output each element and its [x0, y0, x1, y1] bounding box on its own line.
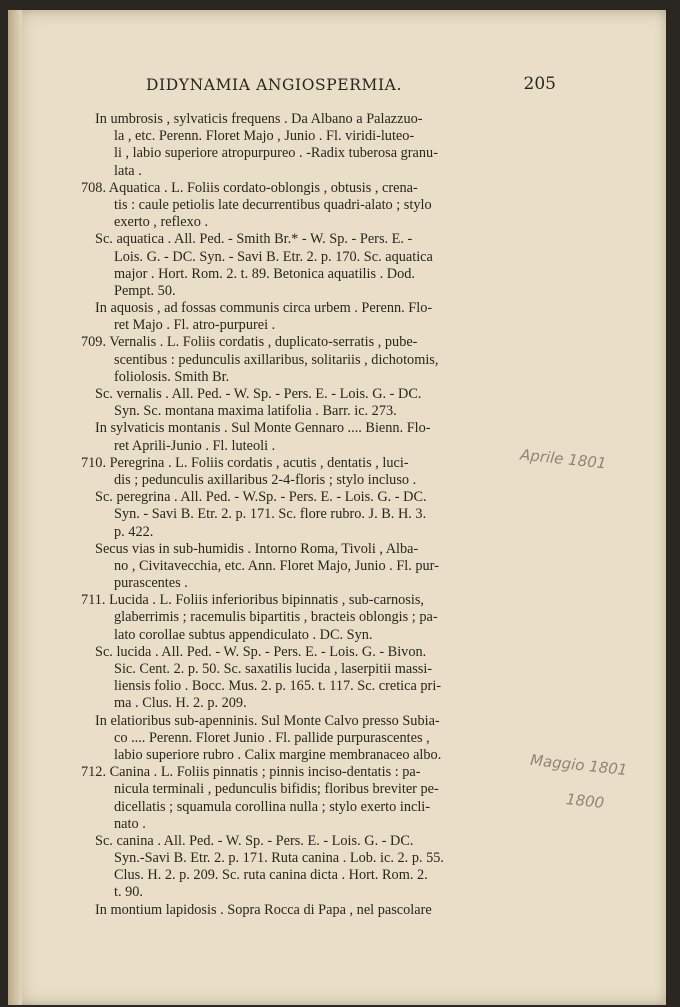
body-text: [73, 111, 538, 919]
text-line: nicula terminali , pedunculis bifidis; floribus breviter pe-: [114, 781, 439, 798]
text-line: Syn. - Savi B. Etr. 2. p. 171. Sc. flore rubro. J. B. H. 3.: [114, 506, 427, 523]
text-line: glaberrimis ; racemulis bipartitis , bracteis oblongis ; pa-: [114, 609, 438, 626]
text-line: 708. Aquatica . L. Foliis cordato-oblongis , obtusis , crena-: [81, 179, 418, 196]
text-line: ret Majo . Fl. atro-purpurei .: [114, 317, 276, 334]
page-number: 205: [523, 74, 556, 94]
text-line: dicellatis ; squamula corollina nulla ; stylo exerto incli-: [114, 798, 431, 815]
text-line: 709. Vernalis . L. Foliis cordatis , duplicato-serratis , pube-: [81, 334, 418, 351]
text-line: 712. Canina . L. Foliis pinnatis ; pinnis inciso-dentatis : pa-: [81, 764, 421, 781]
text-line: major . Hort. Rom. 2. t. 89. Betonica aquatilis . Dod.: [114, 265, 415, 282]
page-gutter: [8, 10, 22, 1005]
text-line: 711. Lucida . L. Foliis inferioribus bipinnatis , sub-carnosis,: [81, 592, 424, 609]
text-line: li , labio superiore atropurpureo . -Radix tuberosa granu-: [114, 145, 438, 162]
book-page: [8, 10, 666, 1005]
page-header: [146, 74, 556, 100]
text-line: Syn.-Savi B. Etr. 2. p. 171. Ruta canina . Lob. ic. 2. p. 55.: [114, 850, 444, 867]
text-line: foliolosis. Smith Br.: [114, 368, 230, 385]
text-line: ret Aprili-Junio . Fl. luteoli .: [114, 437, 276, 454]
text-line: co .... Perenn. Floret Junio . Fl. pallide purpurascentes ,: [114, 729, 430, 746]
text-line: Sc. peregrina . All. Ped. - W.Sp. - Pers. E. - Lois. G. - DC.: [95, 489, 427, 506]
text-line: no , Civitavecchia, etc. Ann. Floret Majo, Junio . Fl. pur-: [114, 557, 439, 574]
text-line: ma . Clus. H. 2. p. 209.: [114, 695, 247, 712]
text-line: lato corollae subtus appendiculato . DC. Syn.: [114, 626, 373, 643]
text-line: Lois. G. - DC. Syn. - Savi B. Etr. 2. p. 170. Sc. aquatica: [114, 248, 433, 265]
text-line: Sc. aquatica . All. Ped. - Smith Br.* - W. Sp. - Pers. E. -: [95, 231, 413, 248]
text-line: Sc. lucida . All. Ped. - W. Sp. - Pers. E. - Lois. G. - Bivon.: [95, 643, 427, 660]
text-line: liensis folio . Bocc. Mus. 2. p. 165. t. 117. Sc. cretica pri-: [114, 678, 442, 695]
text-line: scentibus : pedunculis axillaribus, solitariis , dichotomis,: [114, 351, 439, 368]
text-line: Sc. canina . All. Ped. - W. Sp. - Pers. E. - Lois. G. - DC.: [95, 832, 414, 849]
text-line: 710. Peregrina . L. Foliis cordatis , acutis , dentatis , luci-: [81, 454, 409, 471]
text-line: tis : caule petiolis late decurrentibus quadri-alato ; stylo: [114, 196, 432, 213]
text-line: nato .: [114, 815, 146, 832]
margin-annotation: Maggio 1801: [529, 750, 629, 780]
text-line: In elatioribus sub-apenninis. Sul Monte Calvo presso Subia-: [95, 712, 440, 729]
text-line: In aquosis , ad fossas communis circa urbem . Perenn. Flo-: [95, 300, 433, 317]
text-line: labio superiore rubro . Calix margine membranaceo albo.: [114, 746, 442, 763]
text-line: lata .: [114, 162, 142, 179]
text-line: Syn. Sc. montana maxima latifolia . Barr. ic. 273.: [114, 403, 397, 420]
text-line: Pempt. 50.: [114, 282, 176, 299]
margin-annotation: 1800: [565, 790, 606, 812]
text-line: t. 90.: [114, 884, 143, 901]
text-line: Sic. Cent. 2. p. 50. Sc. saxatilis lucida , laserpitii massi-: [114, 661, 433, 677]
text-line: exerto , reflexo .: [114, 214, 209, 231]
text-line: purascentes .: [114, 575, 188, 592]
text-line: dis ; pedunculis axillaribus 2-4-floris ; stylo incluso .: [114, 471, 417, 488]
text-line: In sylvaticis montanis . Sul Monte Gennaro .... Bienn. Flo-: [95, 420, 431, 437]
text-line: Clus. H. 2. p. 209. Sc. ruta canina dicta . Hort. Rom. 2.: [114, 867, 428, 884]
text-line: In umbrosis , sylvaticis frequens . Da Albano a Palazzuo-: [95, 111, 423, 127]
margin-annotation: Aprile 1801: [519, 445, 608, 473]
text-line: Secus vias in sub-humidis . Intorno Roma, Tivoli , Alba-: [95, 540, 419, 557]
text-line: Sc. vernalis . All. Ped. - W. Sp. - Pers. E. - Lois. G. - DC.: [95, 386, 422, 402]
text-line: p. 422.: [114, 523, 154, 540]
running-title: DIDYNAMIA ANGIOSPERMIA.: [146, 76, 402, 94]
text-line: la , etc. Perenn. Floret Majo , Junio . Fl. viridi-luteo-: [114, 128, 415, 145]
text-line: In montium lapidosis . Sopra Rocca di Papa , nel pascolare: [95, 901, 432, 918]
